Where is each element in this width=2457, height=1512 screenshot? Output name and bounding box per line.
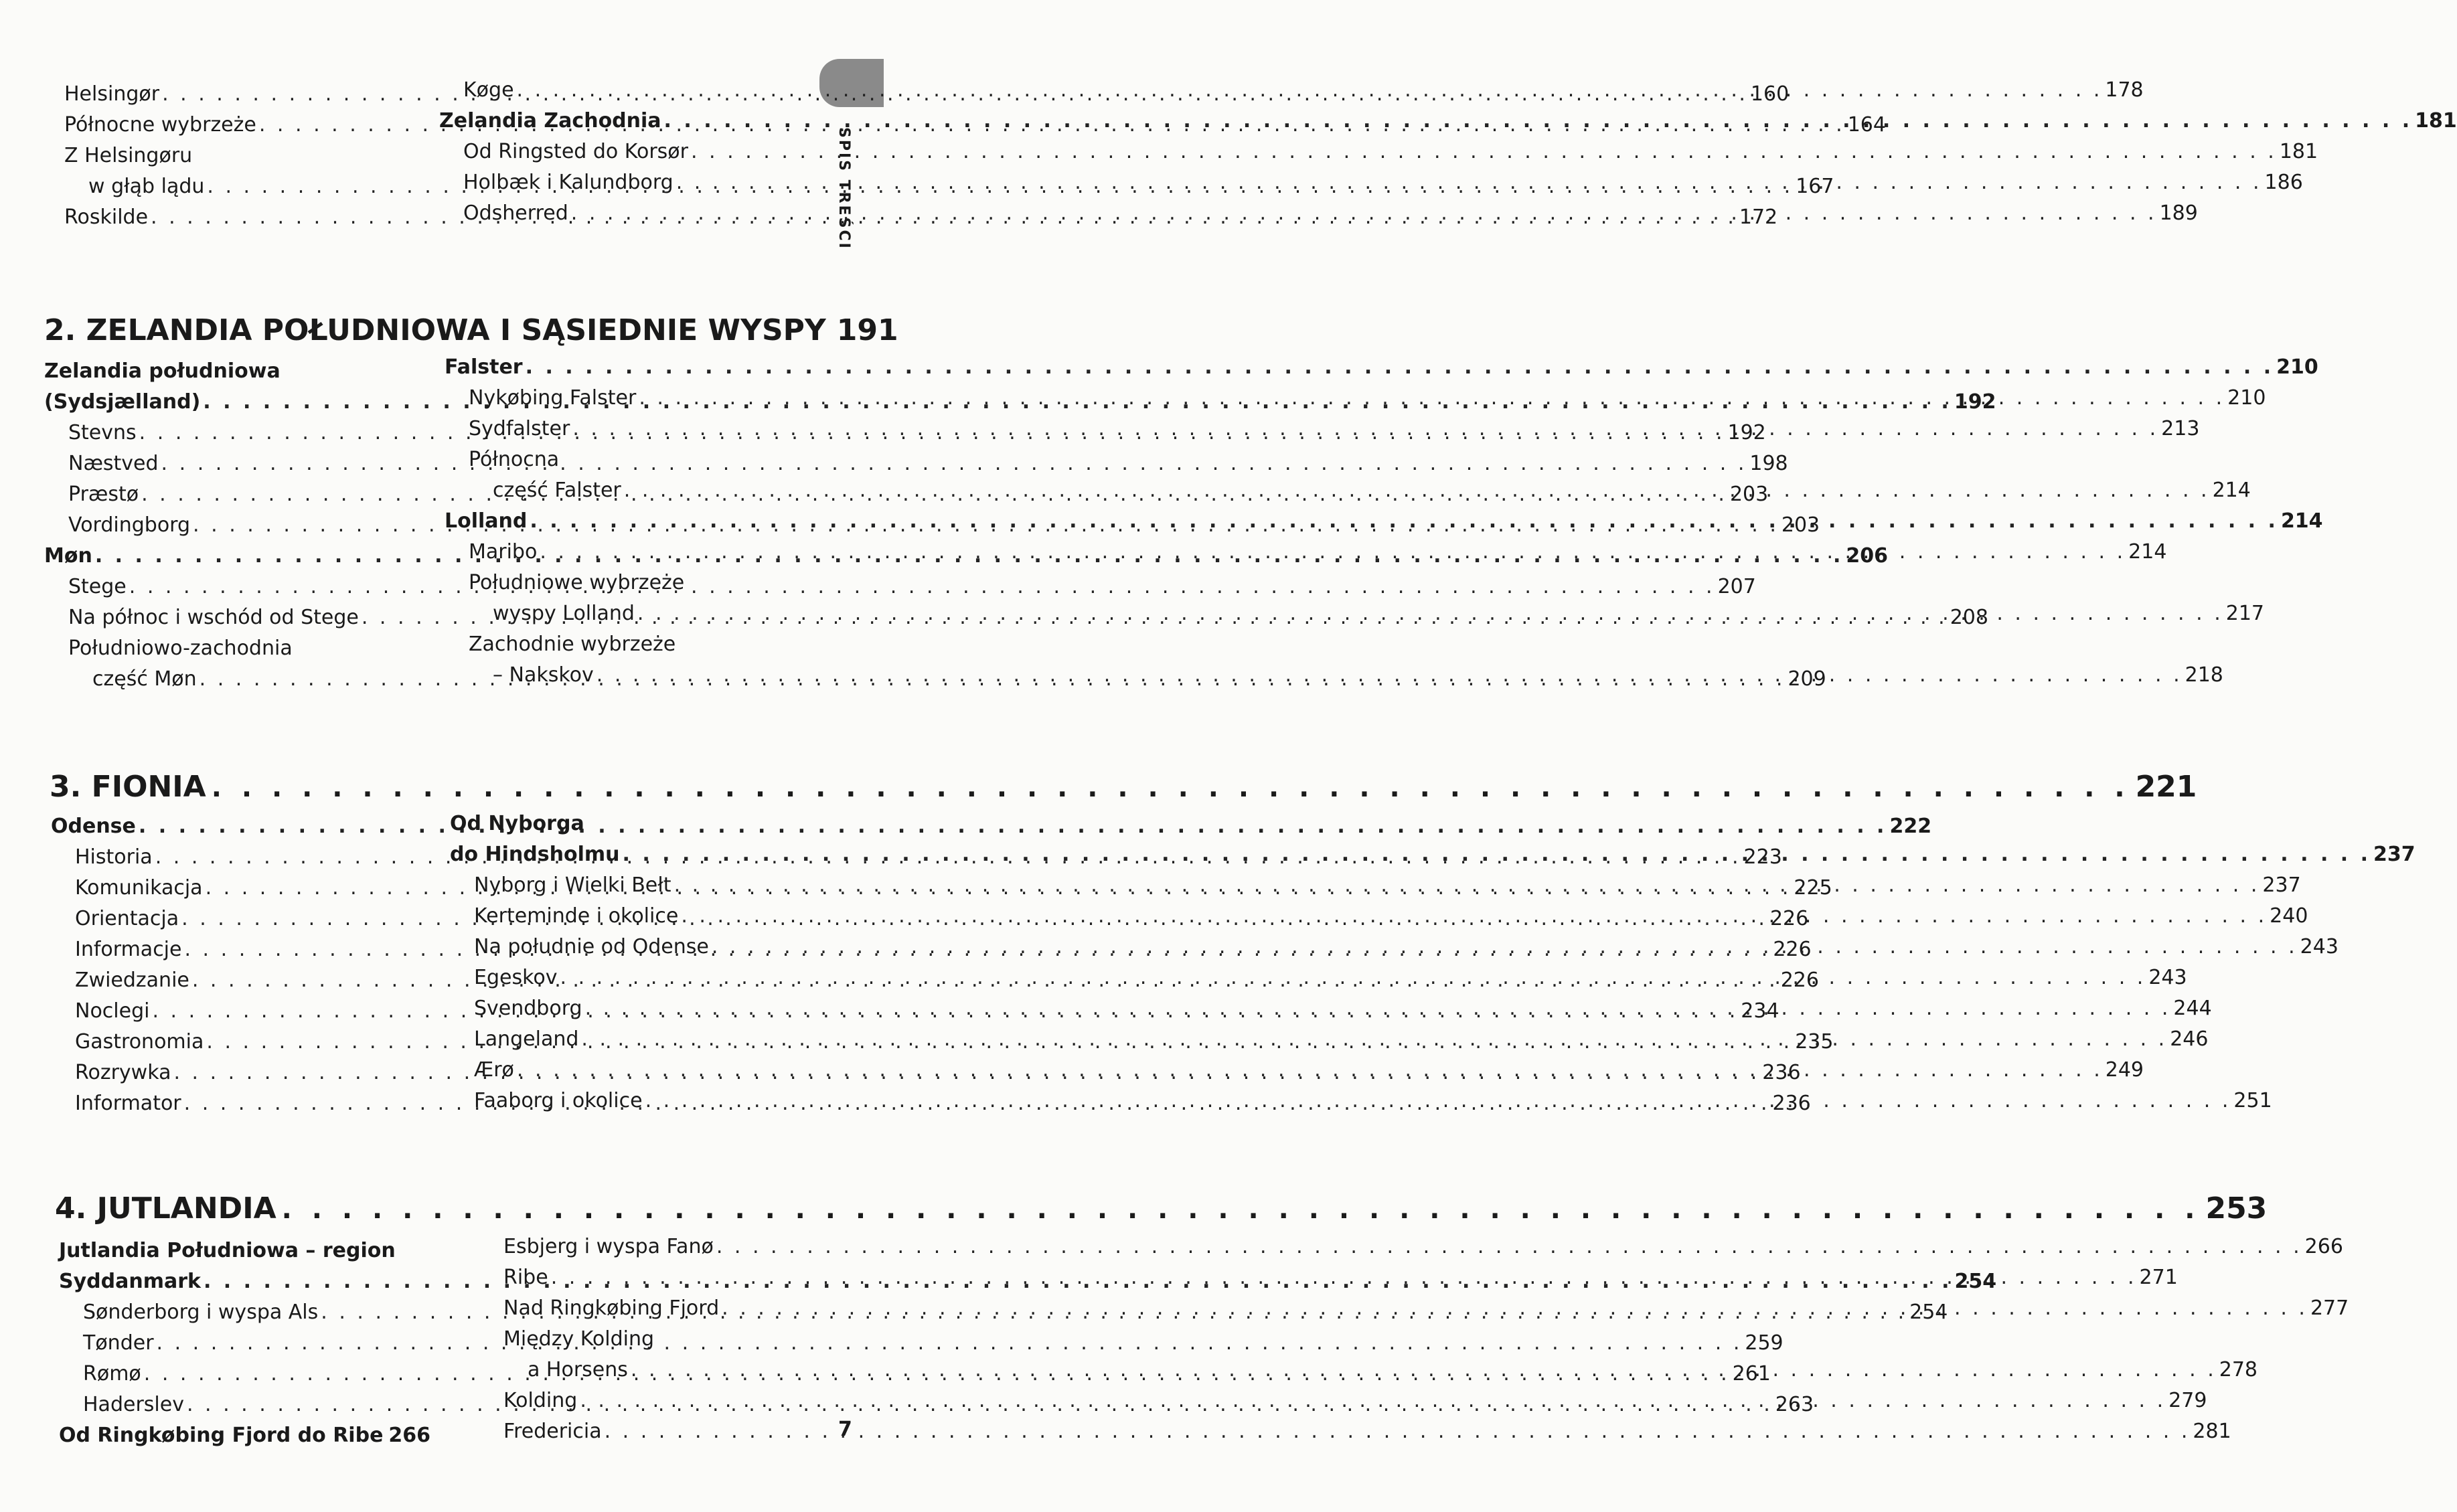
toc-entry xyxy=(59,1236,420,1266)
toc-entry-page: 226 xyxy=(1773,938,1812,961)
toc-entry-title: wyspy Lolland xyxy=(493,602,635,625)
toc-entry-title: Zelandia Zachodnia xyxy=(439,109,661,133)
toc-entry-title: Orientacja xyxy=(75,907,179,930)
toc-entry-title: Haderslev xyxy=(83,1393,184,1416)
toc-entry-page: 226 xyxy=(1769,907,1809,930)
toc-entry xyxy=(439,137,2318,167)
toc-entry-page: 222 xyxy=(1889,815,1932,838)
section-page: 221 xyxy=(2135,770,2197,804)
toc-entry-title: Nyborg i Wielki Bełt xyxy=(474,873,671,897)
section-heading xyxy=(44,311,898,351)
toc-entry-title: a Horsens xyxy=(528,1358,628,1381)
toc-entry-page: 181 xyxy=(2415,109,2457,133)
toc-entry-page: 277 xyxy=(2310,1296,2349,1320)
toc-entry-page: 251 xyxy=(2233,1089,2272,1112)
toc-entry-title: Północne wybrzeże xyxy=(64,113,256,137)
toc-entry-title: Nad Ringkøbing Fjord xyxy=(503,1296,720,1320)
toc-entry-page: 225 xyxy=(1794,876,1832,900)
toc-entry-page: 246 xyxy=(2170,1027,2209,1051)
toc-entry-title: Informator xyxy=(75,1092,181,1115)
toc-entry-title: część Møn xyxy=(92,667,197,691)
toc-entry-page: 210 xyxy=(2227,386,2266,410)
toc-entry-page: 240 xyxy=(2270,904,2308,928)
toc-entry xyxy=(445,568,803,598)
toc-entry xyxy=(44,633,406,664)
toc-entry-page: 218 xyxy=(2185,663,2223,687)
toc-entry-page: 254 xyxy=(1909,1300,1948,1324)
toc-entry-page: 208 xyxy=(1950,606,1988,629)
toc-entry-page: 214 xyxy=(2128,540,2167,564)
toc-entry-page: 192 xyxy=(1727,421,1766,444)
toc-entry-page: 181 xyxy=(2279,140,2318,163)
toc-entry-page: 243 xyxy=(2148,966,2187,989)
toc-entry-page: 178 xyxy=(2105,78,2144,102)
toc-entry-page: 244 xyxy=(2173,997,2212,1020)
toc-entry xyxy=(479,1324,814,1355)
toc-entry-title: Między Kolding xyxy=(503,1327,655,1351)
toc-entry-title: Komunikacja xyxy=(75,876,203,900)
toc-entry-page: 237 xyxy=(2373,843,2415,866)
toc-entry-title: Zwiedzanie xyxy=(75,969,189,992)
toc-entry-page: 281 xyxy=(2193,1420,2231,1443)
toc-entry-page: 206 xyxy=(1846,544,1889,568)
toc-entry-title: Z Helsingøru xyxy=(64,144,193,167)
toc-entry-title: Południowe wybrzeże xyxy=(469,571,685,594)
toc-entry-page: 236 xyxy=(1772,1092,1811,1115)
toc-entry-title: Præstø xyxy=(68,483,139,506)
toc-entry-page: 217 xyxy=(2225,602,2264,625)
toc-entry-title: Svendborg xyxy=(474,997,582,1020)
toc-entry-title: Gastronomia xyxy=(75,1030,204,1054)
toc-entry-title: Kerteminde i okolice xyxy=(474,904,679,928)
toc-entry-page: 263 xyxy=(1775,1393,1814,1416)
toc-entry-title: Falster xyxy=(445,355,523,379)
toc-entry-page: 226 xyxy=(1780,969,1819,992)
toc-entry-page: 167 xyxy=(1796,175,1834,198)
toc-entry-title: Ribe xyxy=(503,1266,548,1289)
toc-entry-title: Informacje xyxy=(75,938,182,961)
toc-entry-page: 266 xyxy=(388,1424,431,1447)
toc-entry-title: w głąb lądu xyxy=(88,175,205,198)
toc-entry-title: Vordingborg xyxy=(68,513,191,537)
toc-entry-title: (Sydsjælland) xyxy=(44,390,201,414)
section-title: 4. JUTLANDIA xyxy=(55,1191,276,1226)
toc-entry-page: 198 xyxy=(1749,452,1788,475)
section-page: 253 xyxy=(2205,1191,2268,1226)
toc-entry-page: 278 xyxy=(2219,1358,2257,1381)
toc-entry-title: Stege xyxy=(68,575,127,598)
toc-entry-title: Maribo xyxy=(469,540,538,564)
toc-entry-title: Rozrywka xyxy=(75,1061,171,1084)
toc-entry-title: Ærø xyxy=(474,1058,514,1082)
side-label: SPIS TREŚCI xyxy=(836,127,852,250)
toc-entry-title: Zachodnie wybrzeże xyxy=(469,633,676,656)
toc-entry-page: 214 xyxy=(2212,479,2251,502)
section-title: 3. FIONIA xyxy=(50,770,206,804)
toc-entry-title: Na południe od Odense xyxy=(474,935,709,958)
toc-entry-page: 213 xyxy=(2161,417,2200,440)
toc-entry-page: 279 xyxy=(2168,1389,2207,1412)
toc-entry-page: 259 xyxy=(1745,1331,1784,1355)
toc-entry-title: Odense xyxy=(51,815,136,838)
toc-entry-page: 234 xyxy=(1741,999,1779,1023)
toc-entry-title: Køge xyxy=(463,78,514,102)
toc-entry-title: Od Ringsted do Korsør xyxy=(463,140,688,163)
toc-entry-page: 223 xyxy=(1743,845,1782,869)
toc-entry-page: 192 xyxy=(1954,390,1996,414)
toc-entry-page: 209 xyxy=(1788,667,1826,691)
toc-entry-title: Faaborg i okolice xyxy=(474,1089,643,1112)
toc-entry-title: Noclegi xyxy=(75,999,150,1023)
toc-entry-title: Helsingør xyxy=(64,82,160,106)
toc-entry-title: Kolding xyxy=(503,1389,578,1412)
toc-entry-title: Historia xyxy=(75,845,153,869)
toc-entry-page: 254 xyxy=(1954,1270,1997,1293)
toc-entry-page: 261 xyxy=(1732,1362,1771,1385)
section-heading xyxy=(55,1189,2268,1229)
section-heading xyxy=(50,767,2197,807)
toc-entry-title: Esbjerg i wyspa Fanø xyxy=(503,1235,714,1258)
toc-entry-title: Holbæk i Kalundborg xyxy=(463,171,673,194)
toc-entry-title: Fredericia xyxy=(503,1420,602,1443)
toc-entry xyxy=(59,1420,431,1451)
toc-entry-title: Sønderborg i wyspa Als xyxy=(83,1300,319,1324)
toc-entry-title: Langeland xyxy=(474,1027,579,1051)
page-number: 7 xyxy=(838,1418,852,1441)
toc-entry-title: do Hindsholmu xyxy=(450,843,620,866)
toc-entry-title: Roskilde xyxy=(64,205,149,229)
toc-entry-title: Południowo-zachodnia xyxy=(68,637,293,660)
toc-entry-page: 203 xyxy=(1729,483,1769,506)
toc-entry-title: część Falster xyxy=(493,479,621,502)
toc-entry-title: Jutlandia Południowa – region xyxy=(59,1239,396,1262)
toc-entry xyxy=(44,356,406,387)
toc-entry-title: Zelandia południowa xyxy=(44,359,281,383)
toc-entry-title: Rømø xyxy=(83,1362,141,1385)
toc-entry xyxy=(445,352,2318,383)
toc-entry-title: Nykøbing Falster xyxy=(469,386,637,410)
toc-entry-page: 203 xyxy=(1781,513,1820,537)
toc-entry xyxy=(450,809,811,839)
toc-entry-page: 189 xyxy=(2159,201,2198,225)
toc-entry-title: Od Ringkøbing Fjord do Ribe xyxy=(59,1424,384,1447)
toc-entry-page: 235 xyxy=(1795,1030,1834,1054)
toc-entry xyxy=(64,141,399,171)
toc-entry xyxy=(445,444,803,475)
toc-entry-title: Tønder xyxy=(83,1331,154,1355)
toc-entry-title: – Nakskov xyxy=(493,663,594,687)
toc-entry-title: Egeskov xyxy=(474,966,558,989)
toc-entry-page: 186 xyxy=(2264,171,2303,194)
toc-entry-page: 210 xyxy=(2276,355,2318,379)
section-title: 2. ZELANDIA POŁUDNIOWA I SĄSIEDNIE WYSPY xyxy=(44,313,826,347)
toc-entry-title: Syddanmark xyxy=(59,1270,201,1293)
toc-entry-title: Na północ i wschód od Stege xyxy=(68,606,359,629)
toc-entry-page: 236 xyxy=(1762,1061,1801,1084)
toc-entry-page: 266 xyxy=(2304,1235,2343,1258)
toc-entry-page: 271 xyxy=(2139,1266,2178,1289)
toc-entry-title: Północna xyxy=(469,448,560,471)
toc-entry-page: 237 xyxy=(2262,873,2301,897)
toc-entry-title: Møn xyxy=(44,544,92,568)
toc-entry-title: Stevns xyxy=(68,421,137,444)
toc-entry-title: Od Nyborga xyxy=(450,812,584,835)
toc-entry-title: Sydfalster xyxy=(469,417,570,440)
toc-entry-title: Lolland xyxy=(445,509,528,533)
toc-entry xyxy=(445,629,803,660)
toc-entry-page: 164 xyxy=(1847,113,1886,137)
toc-entry-page: 214 xyxy=(2280,509,2323,533)
toc-entry-title: Odsherred xyxy=(463,201,568,225)
toc-entry xyxy=(479,1232,2343,1262)
toc-entry-page: 243 xyxy=(2300,935,2339,958)
toc-entry-page: 172 xyxy=(1739,205,1778,229)
toc-entry-title: Næstved xyxy=(68,452,159,475)
section-page: 191 xyxy=(836,313,898,347)
toc-entry xyxy=(479,1416,2231,1447)
toc-entry-page: 207 xyxy=(1717,575,1756,598)
toc-entry-page: 249 xyxy=(2105,1058,2144,1082)
toc-entry-page: 160 xyxy=(1750,82,1790,106)
